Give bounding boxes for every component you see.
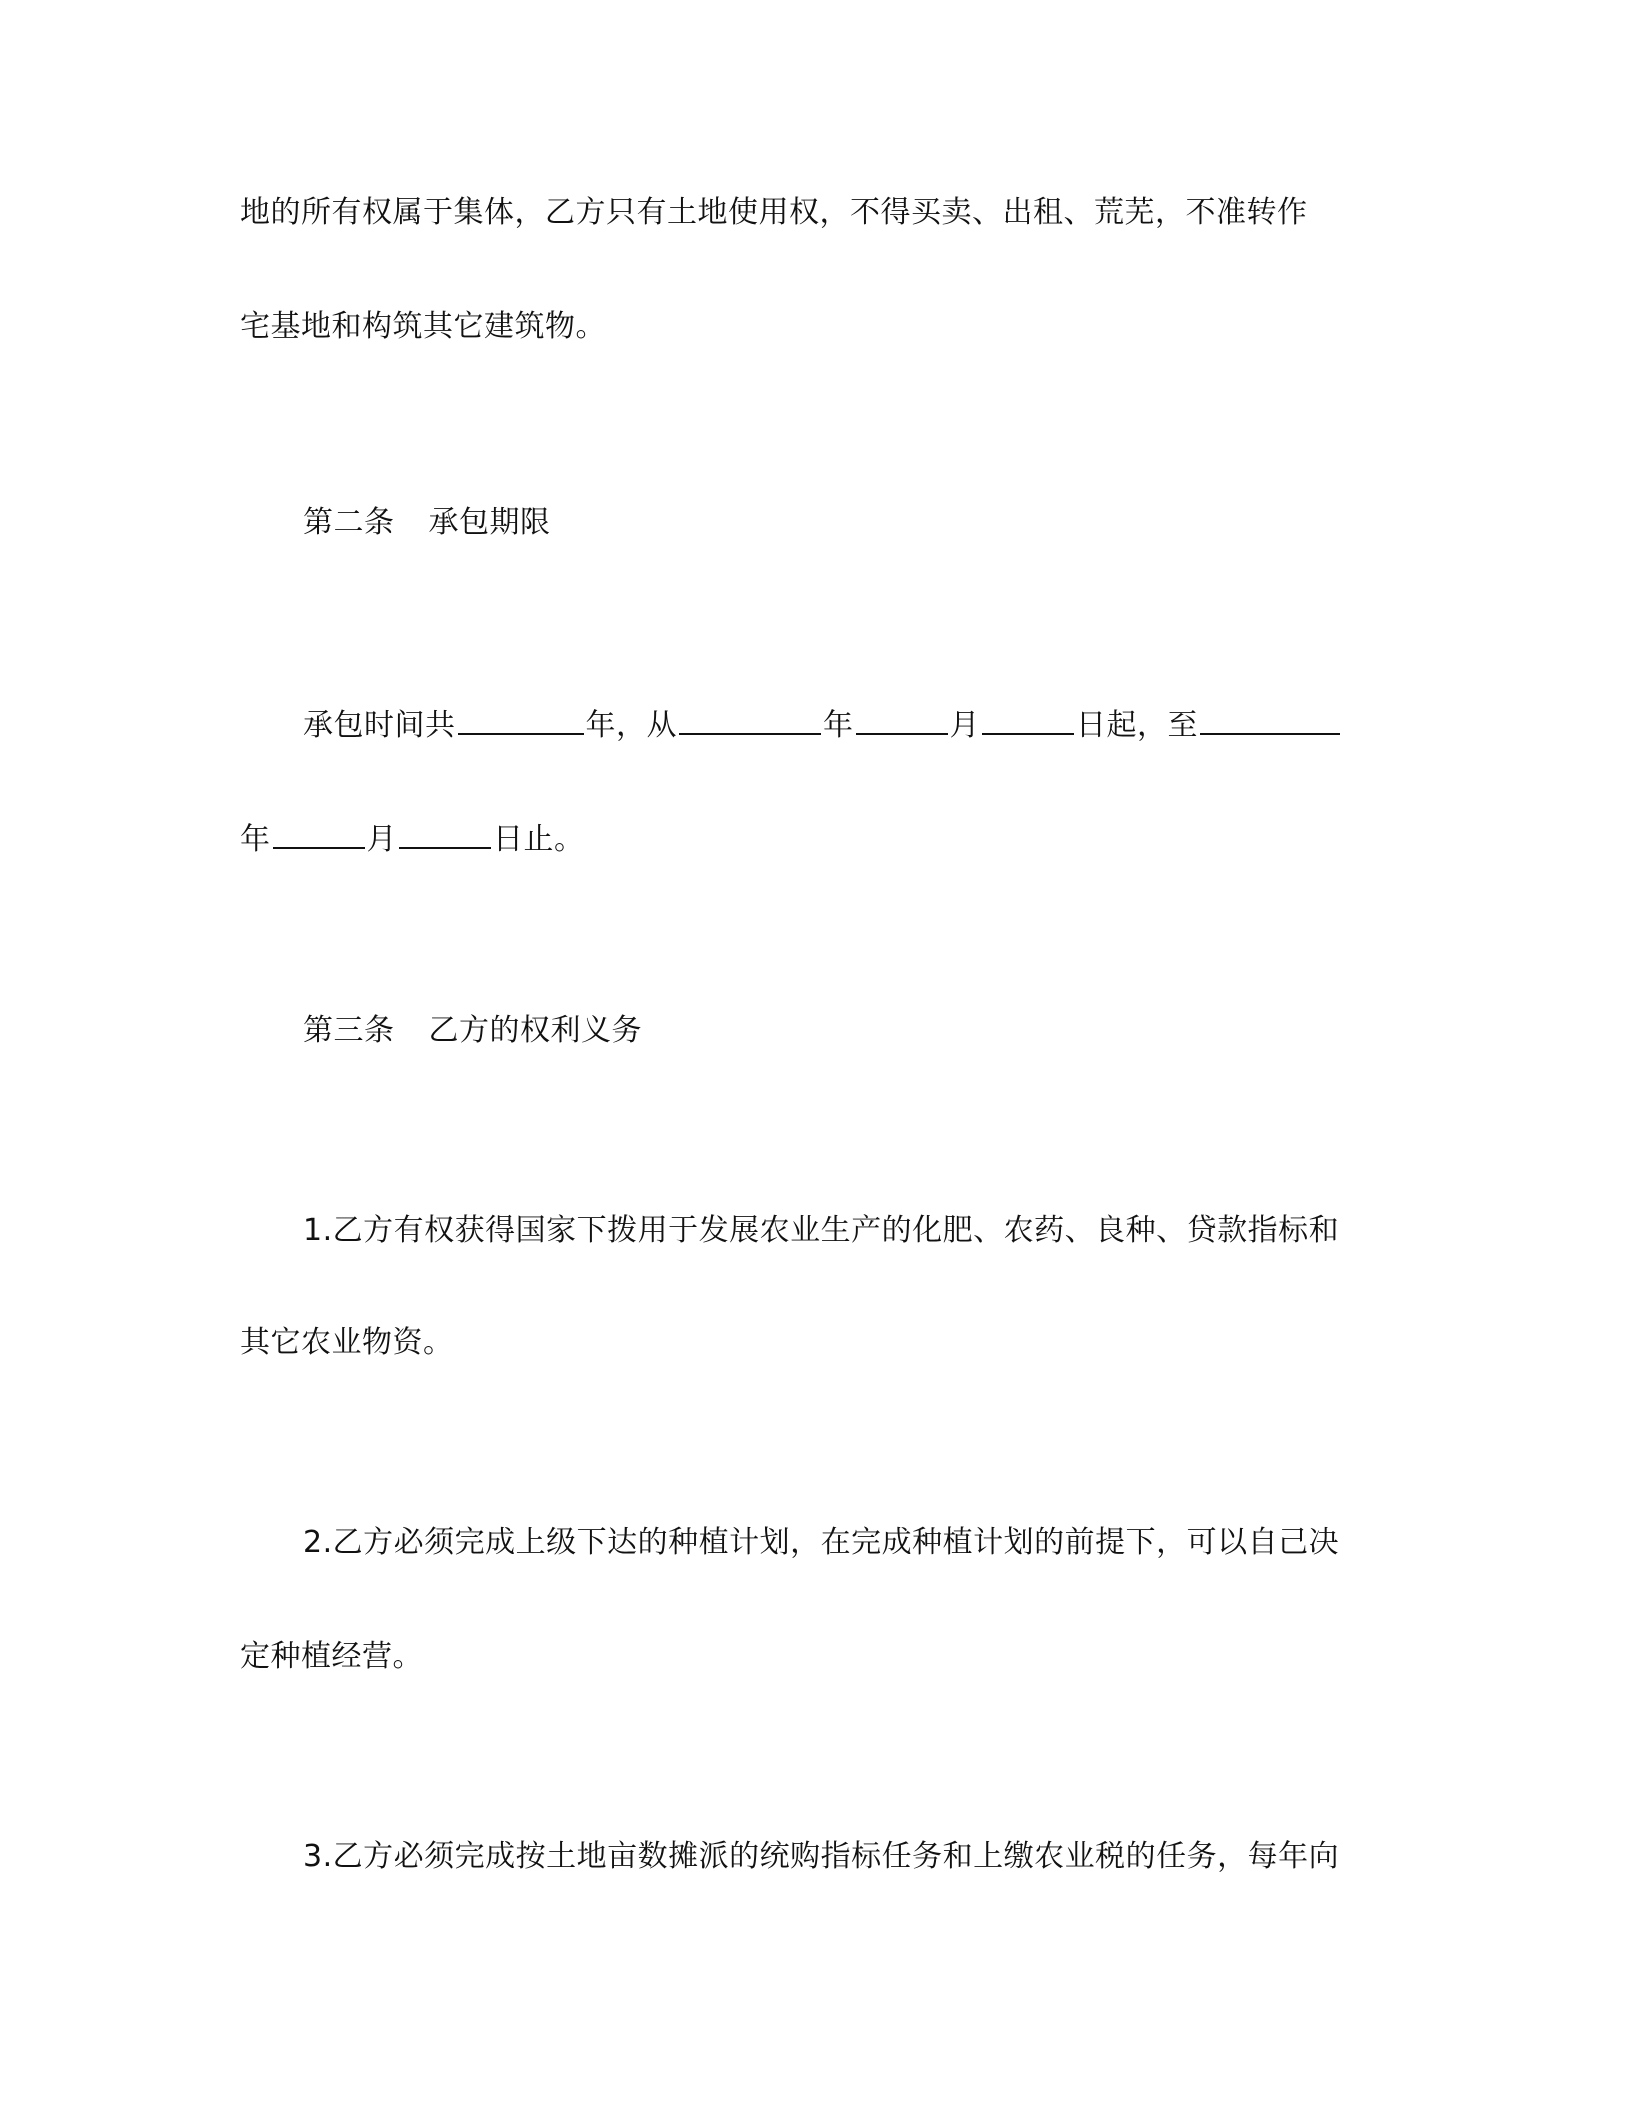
intro-line-2: 宅基地和构筑其它建筑物。 xyxy=(240,309,606,344)
item-1-line-2: 其它农业物资。 xyxy=(240,1325,454,1360)
end-month-blank[interactable] xyxy=(273,815,365,849)
article-2-number: 第二条 xyxy=(303,505,395,540)
item-2-line-1: 2.乙方必须完成上级下达的种植计划，在完成种植计划的前提下，可以自己决 xyxy=(303,1525,1340,1560)
end-year-blank[interactable] xyxy=(1200,701,1340,735)
term-text-5: 日起，至 xyxy=(1076,708,1198,743)
item-2-line-2: 定种植经营。 xyxy=(240,1639,423,1674)
term-text-2: 年，从 xyxy=(585,708,677,743)
item-1-line-1: 1.乙方有权获得国家下拨用于发展农业生产的化肥、农药、良种、贷款指标和 xyxy=(303,1213,1340,1248)
term-text-6: 年 xyxy=(240,822,271,857)
term-text-4: 月 xyxy=(949,708,980,743)
term-line-2 xyxy=(240,815,585,860)
term-text-7: 月 xyxy=(366,822,397,857)
start-day-blank[interactable] xyxy=(982,701,1074,735)
term-line-1 xyxy=(303,701,1342,746)
article-2-title: 承包期限 xyxy=(428,505,551,540)
end-day-blank[interactable] xyxy=(399,815,491,849)
item-3-line-1: 3.乙方必须完成按土地亩数摊派的统购指标任务和上缴农业税的任务，每年向 xyxy=(303,1839,1340,1874)
term-text-8: 日止。 xyxy=(493,822,585,857)
term-text-3: 年 xyxy=(823,708,854,743)
article-3-number: 第三条 xyxy=(303,1013,395,1048)
years-blank[interactable] xyxy=(458,701,584,735)
start-month-blank[interactable] xyxy=(856,701,948,735)
article-2-heading xyxy=(303,503,551,543)
intro-line-1: 地的所有权属于集体，乙方只有土地使用权，不得买卖、出租、荒芜，不准转作 xyxy=(240,195,1308,230)
term-text-1: 承包时间共 xyxy=(303,708,456,743)
article-3-title: 乙方的权利义务 xyxy=(428,1013,642,1048)
article-3-heading xyxy=(303,1011,642,1051)
start-year-blank[interactable] xyxy=(679,701,821,735)
